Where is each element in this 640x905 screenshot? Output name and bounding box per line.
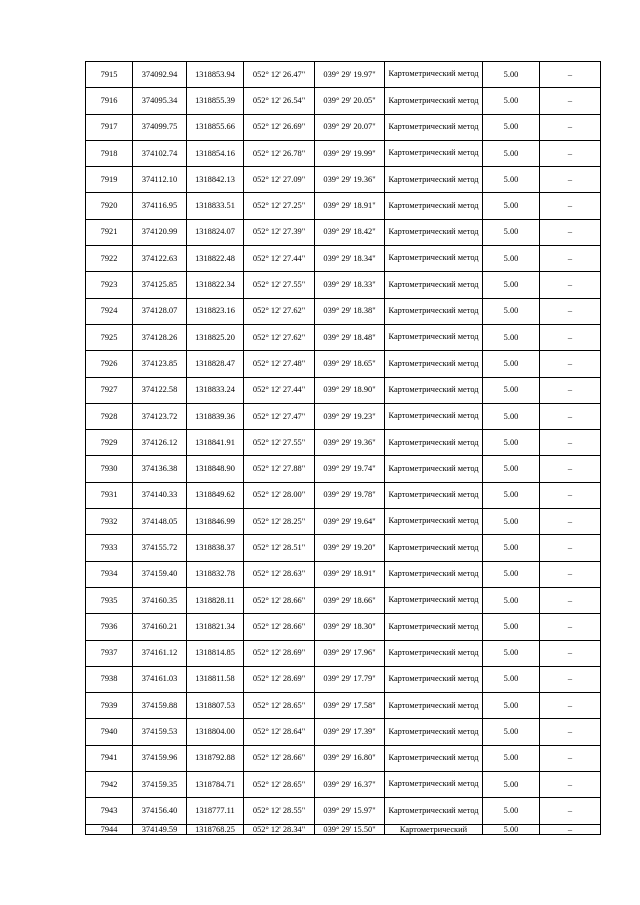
latitude-cell: 052° 12' 28.66" [244,587,315,613]
x-coordinate-cell: 374102.74 [133,140,187,166]
note-cell: – [540,167,601,193]
y-coordinate-cell: 1318792.88 [187,745,244,771]
latitude-cell: 052° 12' 28.25" [244,509,315,535]
x-coordinate-cell: 374122.58 [133,377,187,403]
longitude-cell: 039° 29' 18.33" [315,272,385,298]
y-coordinate-cell: 1318833.51 [187,193,244,219]
table-row [86,114,601,140]
y-coordinate-cell: 1318821.34 [187,614,244,640]
note-cell: – [540,272,601,298]
latitude-cell: 052° 12' 26.78" [244,140,315,166]
point-number-cell: 7924 [86,298,133,324]
method-cell: Картометрический метод [385,140,483,166]
accuracy-cell: 5.00 [483,456,540,482]
y-coordinate-cell: 1318832.78 [187,561,244,587]
accuracy-cell: 5.00 [483,377,540,403]
method-cell: Картометрический метод [385,62,483,88]
accuracy-cell: 5.00 [483,219,540,245]
x-coordinate-cell: 374120.99 [133,219,187,245]
y-coordinate-cell: 1318854.16 [187,140,244,166]
point-number-cell: 7936 [86,614,133,640]
y-coordinate-cell: 1318839.36 [187,403,244,429]
x-coordinate-cell: 374140.33 [133,482,187,508]
latitude-cell: 052° 12' 28.51" [244,535,315,561]
y-coordinate-cell: 1318833.24 [187,377,244,403]
y-coordinate-cell: 1318828.11 [187,587,244,613]
note-cell: – [540,719,601,745]
method-cell: Картометрический метод [385,772,483,798]
note-cell: – [540,666,601,692]
latitude-cell: 052° 12' 27.09" [244,167,315,193]
table-row [86,272,601,298]
latitude-cell: 052° 12' 26.54" [244,88,315,114]
longitude-cell: 039° 29' 19.64" [315,509,385,535]
note-cell: – [540,324,601,350]
latitude-cell: 052° 12' 28.34" [244,824,315,834]
longitude-cell: 039° 29' 19.36" [315,430,385,456]
x-coordinate-cell: 374126.12 [133,430,187,456]
note-cell: – [540,693,601,719]
note-cell: – [540,535,601,561]
x-coordinate-cell: 374156.40 [133,798,187,824]
longitude-cell: 039° 29' 16.80" [315,745,385,771]
method-cell: Картометрический метод [385,430,483,456]
point-number-cell: 7935 [86,587,133,613]
latitude-cell: 052° 12' 28.55" [244,798,315,824]
longitude-cell: 039° 29' 19.23" [315,403,385,429]
longitude-cell: 039° 29' 18.90" [315,377,385,403]
point-number-cell: 7944 [86,824,133,834]
latitude-cell: 052° 12' 26.47" [244,62,315,88]
longitude-cell: 039° 29' 19.99" [315,140,385,166]
accuracy-cell: 5.00 [483,351,540,377]
x-coordinate-cell: 374099.75 [133,114,187,140]
longitude-cell: 039° 29' 17.96" [315,640,385,666]
table-row [86,614,601,640]
table-row [86,246,601,272]
y-coordinate-cell: 1318822.34 [187,272,244,298]
latitude-cell: 052° 12' 27.44" [244,377,315,403]
y-coordinate-cell: 1318828.47 [187,351,244,377]
table-body [86,62,601,835]
longitude-cell: 039° 29' 20.05" [315,88,385,114]
coordinates-table [85,61,601,835]
latitude-cell: 052° 12' 27.55" [244,430,315,456]
y-coordinate-cell: 1318804.00 [187,719,244,745]
note-cell: – [540,377,601,403]
table-row [86,456,601,482]
table-row [86,324,601,350]
longitude-cell: 039° 29' 17.58" [315,693,385,719]
latitude-cell: 052° 12' 28.00" [244,482,315,508]
longitude-cell: 039° 29' 19.36" [315,167,385,193]
method-cell: Картометрический метод [385,640,483,666]
point-number-cell: 7918 [86,140,133,166]
y-coordinate-cell: 1318777.11 [187,798,244,824]
note-cell: – [540,246,601,272]
latitude-cell: 052° 12' 27.55" [244,272,315,298]
latitude-cell: 052° 12' 28.65" [244,693,315,719]
y-coordinate-cell: 1318807.53 [187,693,244,719]
table-row [86,587,601,613]
note-cell: – [540,772,601,798]
note-cell: – [540,193,601,219]
point-number-cell: 7932 [86,509,133,535]
longitude-cell: 039° 29' 19.78" [315,482,385,508]
accuracy-cell: 5.00 [483,324,540,350]
accuracy-cell: 5.00 [483,719,540,745]
longitude-cell: 039° 29' 18.30" [315,614,385,640]
method-cell: Картометрический метод [385,745,483,771]
x-coordinate-cell: 374095.34 [133,88,187,114]
note-cell: – [540,140,601,166]
longitude-cell: 039° 29' 15.97" [315,798,385,824]
accuracy-cell: 5.00 [483,745,540,771]
accuracy-cell: 5.00 [483,272,540,298]
table-row [86,509,601,535]
longitude-cell: 039° 29' 17.39" [315,719,385,745]
method-cell: Картометрический метод [385,482,483,508]
method-cell: Картометрический метод [385,193,483,219]
table-row [86,666,601,692]
accuracy-cell: 5.00 [483,798,540,824]
accuracy-cell: 5.00 [483,772,540,798]
method-cell: Картометрический метод [385,509,483,535]
latitude-cell: 052° 12' 28.63" [244,561,315,587]
table-row [86,140,601,166]
longitude-cell: 039° 29' 18.66" [315,587,385,613]
latitude-cell: 052° 12' 27.47" [244,403,315,429]
table-row [86,693,601,719]
accuracy-cell: 5.00 [483,587,540,613]
table-row [86,430,601,456]
y-coordinate-cell: 1318853.94 [187,62,244,88]
table-row [86,298,601,324]
note-cell: – [540,88,601,114]
accuracy-cell: 5.00 [483,88,540,114]
y-coordinate-cell: 1318824.07 [187,219,244,245]
y-coordinate-cell: 1318822.48 [187,246,244,272]
table-row [86,193,601,219]
note-cell: – [540,482,601,508]
note-cell: – [540,614,601,640]
y-coordinate-cell: 1318823.16 [187,298,244,324]
table-row [86,824,601,834]
accuracy-cell: 5.00 [483,430,540,456]
x-coordinate-cell: 374159.53 [133,719,187,745]
x-coordinate-cell: 374149.59 [133,824,187,834]
longitude-cell: 039° 29' 18.48" [315,324,385,350]
latitude-cell: 052° 12' 28.69" [244,666,315,692]
point-number-cell: 7922 [86,246,133,272]
method-cell: Картометрический [385,824,483,834]
longitude-cell: 039° 29' 19.20" [315,535,385,561]
longitude-cell: 039° 29' 18.91" [315,193,385,219]
x-coordinate-cell: 374092.94 [133,62,187,88]
latitude-cell: 052° 12' 28.69" [244,640,315,666]
x-coordinate-cell: 374161.12 [133,640,187,666]
note-cell: – [540,114,601,140]
y-coordinate-cell: 1318811.58 [187,666,244,692]
method-cell: Картометрический метод [385,798,483,824]
y-coordinate-cell: 1318768.25 [187,824,244,834]
x-coordinate-cell: 374159.35 [133,772,187,798]
point-number-cell: 7920 [86,193,133,219]
table-row [86,561,601,587]
table-row [86,798,601,824]
accuracy-cell: 5.00 [483,693,540,719]
point-number-cell: 7926 [86,351,133,377]
latitude-cell: 052° 12' 28.64" [244,719,315,745]
method-cell: Картометрический метод [385,587,483,613]
accuracy-cell: 5.00 [483,298,540,324]
point-number-cell: 7943 [86,798,133,824]
x-coordinate-cell: 374155.72 [133,535,187,561]
x-coordinate-cell: 374148.05 [133,509,187,535]
latitude-cell: 052° 12' 27.62" [244,324,315,350]
point-number-cell: 7927 [86,377,133,403]
method-cell: Картометрический метод [385,719,483,745]
y-coordinate-cell: 1318838.37 [187,535,244,561]
method-cell: Картометрический метод [385,351,483,377]
latitude-cell: 052° 12' 28.66" [244,745,315,771]
point-number-cell: 7933 [86,535,133,561]
method-cell: Картометрический метод [385,456,483,482]
method-cell: Картометрический метод [385,403,483,429]
table-row [86,640,601,666]
method-cell: Картометрический метод [385,114,483,140]
y-coordinate-cell: 1318855.39 [187,88,244,114]
table-row [86,219,601,245]
longitude-cell: 039° 29' 17.79" [315,666,385,692]
method-cell: Картометрический метод [385,246,483,272]
point-number-cell: 7925 [86,324,133,350]
accuracy-cell: 5.00 [483,824,540,834]
latitude-cell: 052° 12' 27.62" [244,298,315,324]
point-number-cell: 7941 [86,745,133,771]
accuracy-cell: 5.00 [483,509,540,535]
point-number-cell: 7940 [86,719,133,745]
y-coordinate-cell: 1318825.20 [187,324,244,350]
note-cell: – [540,456,601,482]
accuracy-cell: 5.00 [483,140,540,166]
point-number-cell: 7921 [86,219,133,245]
y-coordinate-cell: 1318849.62 [187,482,244,508]
method-cell: Картометрический метод [385,535,483,561]
point-number-cell: 7917 [86,114,133,140]
note-cell: – [540,824,601,834]
note-cell: – [540,798,601,824]
accuracy-cell: 5.00 [483,62,540,88]
accuracy-cell: 5.00 [483,167,540,193]
table-row [86,719,601,745]
method-cell: Картометрический метод [385,693,483,719]
x-coordinate-cell: 374128.07 [133,298,187,324]
note-cell: – [540,587,601,613]
accuracy-cell: 5.00 [483,640,540,666]
method-cell: Картометрический метод [385,614,483,640]
method-cell: Картометрический метод [385,167,483,193]
table-row [86,745,601,771]
latitude-cell: 052° 12' 27.48" [244,351,315,377]
note-cell: – [540,403,601,429]
point-number-cell: 7916 [86,88,133,114]
note-cell: – [540,509,601,535]
note-cell: – [540,430,601,456]
method-cell: Картометрический метод [385,666,483,692]
x-coordinate-cell: 374159.40 [133,561,187,587]
table-row [86,88,601,114]
table-row [86,482,601,508]
longitude-cell: 039° 29' 19.74" [315,456,385,482]
accuracy-cell: 5.00 [483,193,540,219]
latitude-cell: 052° 12' 27.39" [244,219,315,245]
accuracy-cell: 5.00 [483,666,540,692]
table-row [86,62,601,88]
point-number-cell: 7934 [86,561,133,587]
y-coordinate-cell: 1318784.71 [187,772,244,798]
point-number-cell: 7923 [86,272,133,298]
point-number-cell: 7919 [86,167,133,193]
accuracy-cell: 5.00 [483,614,540,640]
longitude-cell: 039° 29' 19.97" [315,62,385,88]
longitude-cell: 039° 29' 15.50" [315,824,385,834]
point-number-cell: 7929 [86,430,133,456]
latitude-cell: 052° 12' 27.44" [244,246,315,272]
x-coordinate-cell: 374123.72 [133,403,187,429]
y-coordinate-cell: 1318841.91 [187,430,244,456]
x-coordinate-cell: 374159.96 [133,745,187,771]
x-coordinate-cell: 374123.85 [133,351,187,377]
accuracy-cell: 5.00 [483,246,540,272]
x-coordinate-cell: 374159.88 [133,693,187,719]
x-coordinate-cell: 374160.21 [133,614,187,640]
x-coordinate-cell: 374125.85 [133,272,187,298]
latitude-cell: 052° 12' 28.66" [244,614,315,640]
accuracy-cell: 5.00 [483,561,540,587]
latitude-cell: 052° 12' 27.88" [244,456,315,482]
method-cell: Картометрический метод [385,561,483,587]
point-number-cell: 7939 [86,693,133,719]
accuracy-cell: 5.00 [483,114,540,140]
y-coordinate-cell: 1318814.85 [187,640,244,666]
x-coordinate-cell: 374161.03 [133,666,187,692]
x-coordinate-cell: 374136.38 [133,456,187,482]
note-cell: – [540,561,601,587]
accuracy-cell: 5.00 [483,403,540,429]
latitude-cell: 052° 12' 27.25" [244,193,315,219]
longitude-cell: 039° 29' 16.37" [315,772,385,798]
y-coordinate-cell: 1318855.66 [187,114,244,140]
table-row [86,772,601,798]
y-coordinate-cell: 1318846.99 [187,509,244,535]
x-coordinate-cell: 374112.10 [133,167,187,193]
longitude-cell: 039° 29' 18.91" [315,561,385,587]
latitude-cell: 052° 12' 26.69" [244,114,315,140]
table-row [86,167,601,193]
longitude-cell: 039° 29' 20.07" [315,114,385,140]
y-coordinate-cell: 1318842.13 [187,167,244,193]
accuracy-cell: 5.00 [483,535,540,561]
note-cell: – [540,640,601,666]
method-cell: Картометрический метод [385,219,483,245]
table-row [86,377,601,403]
x-coordinate-cell: 374128.26 [133,324,187,350]
accuracy-cell: 5.00 [483,482,540,508]
method-cell: Картометрический метод [385,324,483,350]
table-row [86,351,601,377]
longitude-cell: 039° 29' 18.65" [315,351,385,377]
latitude-cell: 052° 12' 28.65" [244,772,315,798]
y-coordinate-cell: 1318848.90 [187,456,244,482]
note-cell: – [540,351,601,377]
point-number-cell: 7928 [86,403,133,429]
longitude-cell: 039° 29' 18.34" [315,246,385,272]
method-cell: Картометрический метод [385,377,483,403]
note-cell: – [540,745,601,771]
longitude-cell: 039° 29' 18.38" [315,298,385,324]
note-cell: – [540,219,601,245]
point-number-cell: 7915 [86,62,133,88]
point-number-cell: 7937 [86,640,133,666]
point-number-cell: 7938 [86,666,133,692]
point-number-cell: 7931 [86,482,133,508]
table-row [86,535,601,561]
point-number-cell: 7930 [86,456,133,482]
method-cell: Картометрический метод [385,298,483,324]
x-coordinate-cell: 374116.95 [133,193,187,219]
x-coordinate-cell: 374122.63 [133,246,187,272]
note-cell: – [540,62,601,88]
method-cell: Картометрический метод [385,88,483,114]
x-coordinate-cell: 374160.35 [133,587,187,613]
note-cell: – [540,298,601,324]
method-cell: Картометрический метод [385,272,483,298]
longitude-cell: 039° 29' 18.42" [315,219,385,245]
point-number-cell: 7942 [86,772,133,798]
table-row [86,403,601,429]
